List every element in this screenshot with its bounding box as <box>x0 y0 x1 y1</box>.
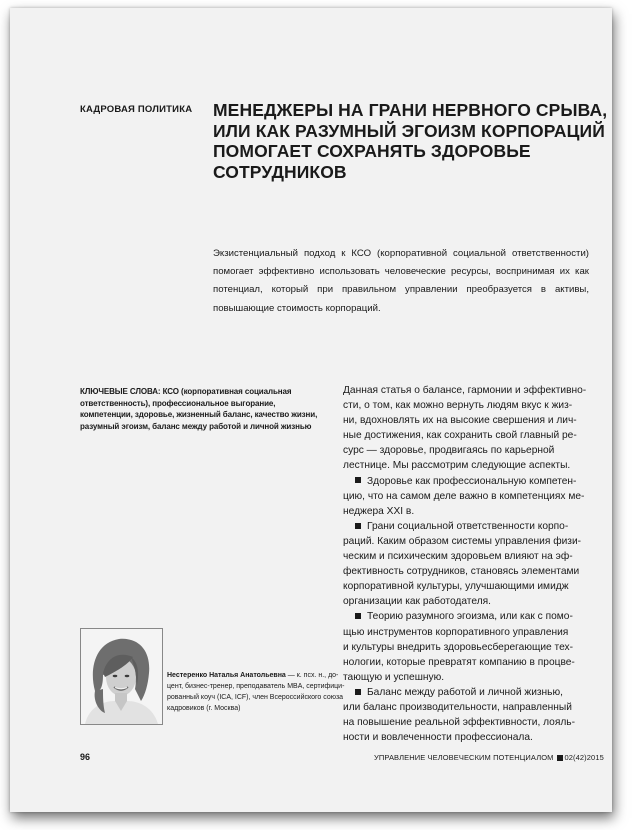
article-title <box>213 100 608 182</box>
bullet-text: Здоровье как профессиональную компетен- <box>367 475 577 487</box>
keywords: КЛЮЧЕВЫЕ СЛОВА: КСО (корпоративная социальная ответственность), профессиональное выгорание, компетенции, здоровье, жизненный баланс, качество жизни, разумный эгоизм, баланс между работой и личной жизнью <box>80 387 318 431</box>
section-label: КАДРОВАЯ ПОЛИТИКА <box>80 104 193 115</box>
bullet-item <box>343 474 591 519</box>
journal-issue: 02(42)2015 <box>564 753 604 762</box>
body-line: или баланс производительности, направленный <box>343 701 572 713</box>
bullet-square-icon <box>355 523 361 529</box>
body-line: фективность сотрудников, становясь элементами <box>343 566 580 578</box>
body-line: раций. Каким образом системы управления физи- <box>343 535 582 547</box>
body-line: и культуры внедрить здоровьесберегающие тех- <box>343 641 574 653</box>
bullet-text: Теорию разумного эгоизма, или как с помо- <box>367 611 573 623</box>
body-line: цию, что на самом деле важно в компетенциях ме- <box>343 490 585 502</box>
author-bio-text: — к. псх. н., до- <box>285 672 339 679</box>
body-line: организации как работодателя. <box>343 596 491 608</box>
lead-paragraph: Экзистенциальный подход к КСО (корпоративной социальной ответственности) помогает эффективно использовать человеческие ресурсы, воспринимая их как потенциал, который при правильном управлении преобразуется в активы, повышающие стоимость корпораций. <box>213 248 589 314</box>
body-line: сти, о том, как можно вернуть людям вкус к жиз- <box>343 400 573 412</box>
separator-square-icon <box>557 755 563 761</box>
bullet-square-icon <box>355 689 361 695</box>
page-number: 96 <box>80 752 91 762</box>
bullet-text: Грани социальной ответственности корпо- <box>367 520 569 532</box>
title-line: ПОМОГАЕТ СОХРАНЯТЬ ЗДОРОВЬЕ <box>213 141 531 161</box>
body-line: корпоративной культуры, улучшающими имидж <box>343 581 569 593</box>
journal-name: УПРАВЛЕНИЕ ЧЕЛОВЕЧЕСКИМ ПОТЕНЦИАЛОМ <box>374 753 554 762</box>
body-line: сурс — здоровье, продвигаясь по карьерной <box>343 445 555 457</box>
bullet-item <box>343 519 591 610</box>
body-line: Данная статья о балансе, гармонии и эффективно- <box>343 385 587 396</box>
author-name: Нестеренко Наталья Анатольевна <box>167 672 286 679</box>
author-bio-line: кадровиков (г. Москва) <box>167 705 241 712</box>
bullet-text: Баланс между работой и личной жизнью, <box>367 686 563 698</box>
body-line: неджера XXI в. <box>343 505 415 517</box>
article-body <box>343 383 591 745</box>
body-line: на повышение реальной эффективности, лояль- <box>343 717 576 729</box>
body-line: нологии, которые превратят компанию в процве- <box>343 656 575 668</box>
author-bio-line: цент, бизнес-тренер, преподаватель MBA, сертифици- <box>167 683 345 690</box>
body-line: лестнице. Мы рассмотрим следующие аспекты. <box>343 460 571 472</box>
body-line: ности и вовлеченности профессионала. <box>343 732 533 744</box>
bullet-item <box>343 685 591 745</box>
journal-footer <box>374 753 604 762</box>
body-line: ные достижения, как сохранить свой главный ре- <box>343 430 577 442</box>
intro-paragraph <box>343 383 591 474</box>
title-line: ИЛИ КАК РАЗУМНЫЙ ЭГОИЗМ КОРПОРАЦИЙ <box>213 120 605 141</box>
author-portrait-icon <box>81 629 162 724</box>
body-line: ни, вдохновлять их на высокие свершения и лич- <box>343 415 577 427</box>
bullet-item <box>343 609 591 684</box>
author-photo <box>80 628 163 725</box>
author-bio <box>167 670 345 714</box>
title-line: СОТРУДНИКОВ <box>213 161 347 182</box>
body-line: тающую и успешную. <box>343 671 445 683</box>
body-line: ческим и психическим здоровьем влияют на эф- <box>343 551 573 563</box>
body-line: щью инструментов корпоративного управления <box>343 626 569 638</box>
author-bio-line: рованный коуч (ICA, ICF), член Всероссийского союза <box>167 694 344 701</box>
bullet-square-icon <box>355 477 361 483</box>
title-line: МЕНЕДЖЕРЫ НА ГРАНИ НЕРВНОГО СРЫВА, <box>213 100 608 120</box>
bullet-square-icon <box>355 613 361 619</box>
journal-page <box>10 8 612 812</box>
